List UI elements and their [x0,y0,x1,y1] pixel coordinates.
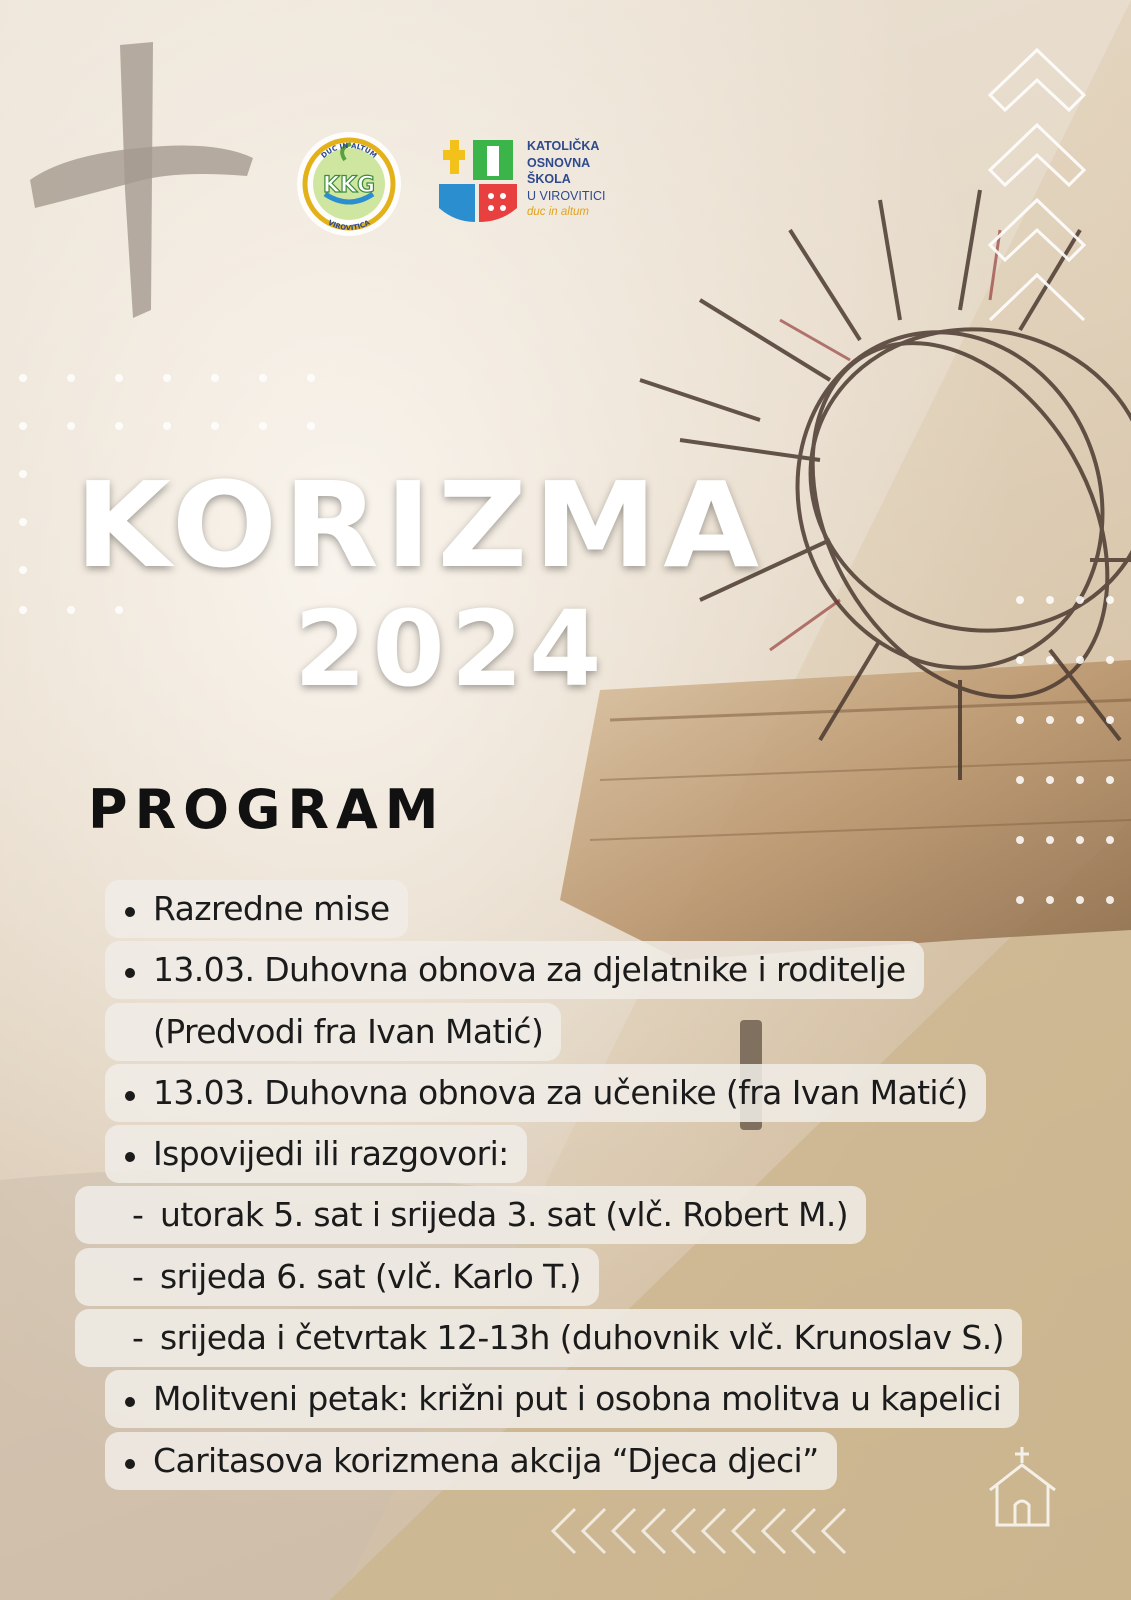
list-item-text: Razredne mise [153,889,390,928]
kkg-logo [295,130,403,238]
school-motto: duc in altum [527,206,590,218]
dot-grid-icon [1010,590,1125,920]
dash-icon: - [132,1318,144,1358]
school-logo-text [527,138,605,221]
list-subitem [105,1307,1045,1368]
list-item-text: srijeda i četvrtak 12-13h (duhovnik vlč. Krunoslav S.) [160,1318,1004,1358]
kkg-logo-center: KKG [322,173,376,198]
list-item-text: Ispovijedi ili razgovori: [153,1134,509,1174]
school-name-line1: KATOLIČKA [527,139,600,153]
bullet-icon [125,1152,135,1162]
cross-icon [25,40,255,320]
list-item [105,1001,1045,1062]
list-item-text: srijeda 6. sat (vlč. Karlo T.) [160,1256,581,1296]
list-item [105,878,1045,939]
school-logo-mark [437,138,519,226]
list-subitem [105,1184,1045,1245]
dash-icon: - [132,1195,144,1235]
list-item-text: (Predvodi fra Ivan Matić) [153,1011,544,1051]
list-item-text: 13.03. Duhovna obnova za djelatnike i roditelje [153,950,906,990]
bullet-icon [125,1091,135,1101]
list-item-text: Molitveni petak: križni put i osobna molitva u kapelici [153,1379,1002,1419]
program-title: PROGRAM [88,778,446,841]
kkg-logo-bottom: VIROVITICA [326,218,372,233]
school-name-line2: OSNOVNA [527,155,591,170]
school-name-line4: U VIROVITICI [527,188,606,203]
list-subitem [105,1246,1045,1307]
bullet-icon [125,968,135,978]
program-list [105,878,1045,1491]
kkg-logo-top: DUC IN ALTUM [319,141,379,160]
headline-title: KORIZMA [75,456,766,594]
school-name-line3: ŠKOLA [527,172,571,186]
list-item [105,1062,1045,1123]
list-item-text: utorak 5. sat i srijeda 3. sat (vlč. Robert M.) [160,1195,849,1235]
list-item [105,1123,1045,1184]
list-item [105,1368,1045,1429]
list-item-text: Caritasova korizmena akcija “Djeca djeci” [153,1440,819,1480]
chevron-left-icon [545,1505,855,1557]
list-item-text: 13.03. Duhovna obnova za učenike (fra Ivan Matić) [153,1072,968,1112]
headline-year: 2024 [294,588,608,710]
bullet-icon [125,1459,135,1469]
bullet-icon [125,907,135,917]
chevron-up-icon [985,35,1090,335]
list-item [105,1430,1045,1491]
list-item [105,939,1045,1000]
bullet-icon [125,1397,135,1407]
dash-icon: - [132,1256,144,1296]
